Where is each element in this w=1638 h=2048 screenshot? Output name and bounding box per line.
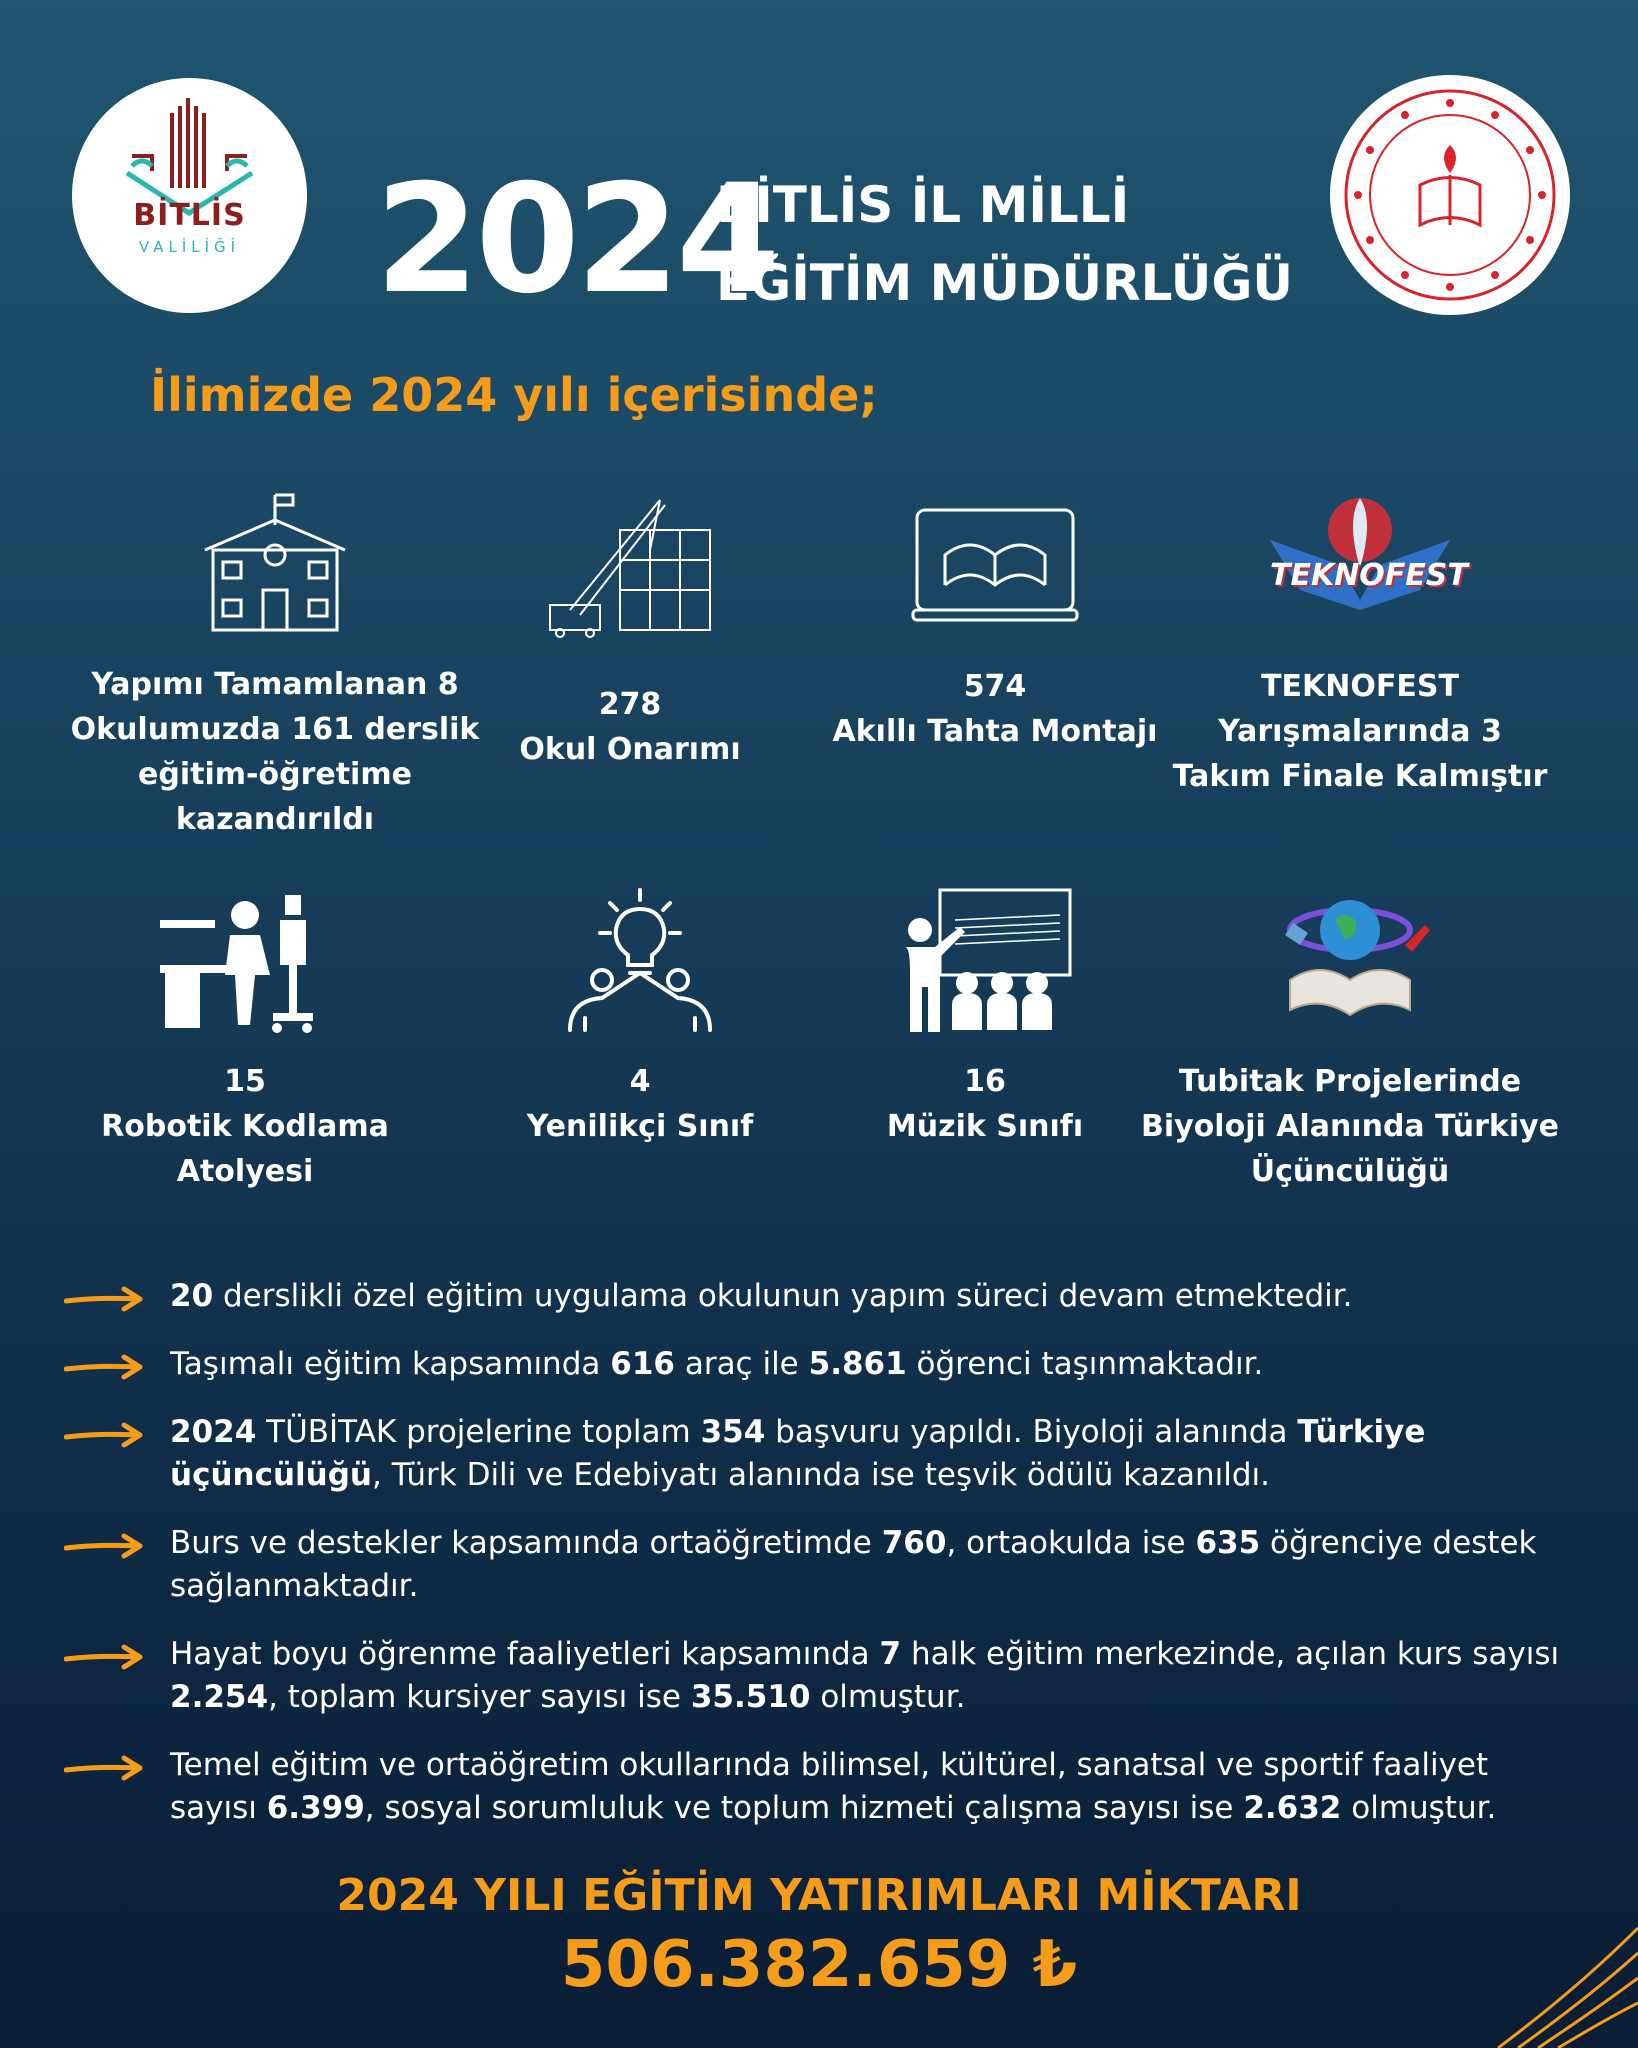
- arrow-right-icon: [64, 1421, 144, 1449]
- investment-amount: 506.382.659 ₺: [560, 1928, 1078, 2002]
- feature-label: 574 Akıllı Tahta Montajı: [832, 669, 1158, 749]
- school-building-icon: [185, 490, 365, 640]
- fact-text: Taşımalı eğitim kapsamında: [170, 1346, 611, 1382]
- teknofest-logo-text: TEKNOFEST: [1270, 558, 1468, 593]
- logo-name: BİTLİS: [133, 198, 246, 233]
- teknofest-logo-icon: [1270, 490, 1468, 640]
- fact-text: öğrenciye destek sağlanmaktadır.: [170, 1525, 1537, 1604]
- fact-highlight: 2.632: [1243, 1790, 1342, 1826]
- fact-highlight: 2024: [170, 1414, 257, 1450]
- fact-highlight: 5.861: [808, 1346, 907, 1382]
- fact-highlight: 35.510: [690, 1679, 811, 1715]
- feature-label: 4 Yenilikçi Sınıf: [526, 1064, 754, 1144]
- fact-highlight: 616: [610, 1346, 675, 1382]
- fact-item: [60, 1522, 1580, 1608]
- robotics-workshop-icon: [155, 885, 335, 1035]
- smart-board-book-icon: [905, 490, 1085, 640]
- fact-item: [60, 1343, 1580, 1386]
- fact-text: , sosyal sorumluluk ve toplum hizmeti çalışma sayısı ise: [364, 1790, 1244, 1826]
- fact-text: , ortaokulda ise: [946, 1525, 1196, 1561]
- feature-card: [35, 885, 455, 1194]
- bitlis-logo-mark: [72, 78, 307, 313]
- fact-text: TÜBİTAK projelerine toplam: [256, 1414, 701, 1450]
- science-book-globe-icon: [1260, 885, 1440, 1035]
- feature-label: TEKNOFEST Yarışmalarında 3 Takım Finale Kalmıştır: [1172, 669, 1548, 794]
- fact-text: öğrenci taşınmaktadır.: [906, 1346, 1264, 1382]
- feature-label: 15 Robotik Kodlama Atolyesi: [101, 1064, 389, 1189]
- arrow-right-icon: [64, 1285, 144, 1313]
- fact-text: halk eğitim merkezinde, açılan kurs sayısı: [901, 1636, 1560, 1672]
- fact-highlight: 354: [700, 1414, 766, 1450]
- construction-crane-icon: [540, 490, 720, 640]
- feature-label: Yapımı Tamamlanan 8 Okulumuzda 161 derslik eğitim-öğretime kazandırıldı: [70, 667, 480, 837]
- logo-subtitle: VALİLİĞİ: [138, 238, 241, 256]
- intro-heading: İlimizde 2024 yılı içerisinde;: [150, 368, 878, 422]
- facts-list: [60, 1275, 1580, 1855]
- feature-label: Tubitak Projelerinde Biyoloji Alanında Türkiye Üçüncülüğü: [1140, 1064, 1560, 1189]
- feature-card: [420, 490, 840, 772]
- arrow-right-icon: [64, 1353, 144, 1381]
- investment-title: 2024 YILI EĞİTİM YATIRIMLARI MİKTARI: [336, 1870, 1302, 1921]
- meb-seal-icon: [1330, 75, 1570, 315]
- meb-seal-logo: [1330, 75, 1570, 315]
- feature-card: [775, 885, 1195, 1149]
- header-title-line1: BİTLİS İL MİLLİ: [716, 176, 1130, 234]
- arrow-right-icon: [64, 1532, 144, 1560]
- fact-text: Burs ve destekler kapsamında ortaöğretimde: [170, 1525, 882, 1561]
- feature-card: [1150, 490, 1570, 799]
- header-title-line2: EĞİTİM MÜDÜRLÜĞÜ: [716, 254, 1293, 312]
- fact-highlight: 20: [170, 1278, 214, 1314]
- feature-card: [1140, 885, 1560, 1194]
- fact-item: [60, 1633, 1580, 1719]
- fact-highlight: 7: [879, 1636, 902, 1672]
- fact-text: Temel eğitim ve ortaöğretim okullarında bilimsel, kültürel, sanatsal ve sportif faaliyet sayısı: [170, 1747, 1489, 1826]
- feature-label: 16 Müzik Sınıfı: [886, 1064, 1084, 1144]
- fact-text: , toplam kursiyer sayısı ise: [268, 1679, 691, 1715]
- header-year: 2024: [375, 153, 777, 327]
- fact-highlight: Türkiye üçüncülüğü: [170, 1414, 1426, 1493]
- fact-item: [60, 1275, 1580, 1318]
- fact-highlight: 2.254: [170, 1679, 269, 1715]
- fact-highlight: 635: [1195, 1525, 1261, 1561]
- fact-text: derslikli özel eğitim uygulama okulunun yapım süreci devam etmektedir.: [213, 1278, 1353, 1314]
- fact-text: araç ile: [674, 1346, 809, 1382]
- music-class-icon: [895, 885, 1075, 1035]
- fact-text: başvuru yapıldı. Biyoloji alanında: [765, 1414, 1298, 1450]
- feature-label: 278 Okul Onarımı: [519, 687, 741, 767]
- decorative-corner-lines: [1378, 1898, 1638, 2048]
- fact-highlight: 760: [881, 1525, 947, 1561]
- arrow-right-icon: [64, 1754, 144, 1782]
- fact-text: , Türk Dili ve Edebiyatı alanında ise teşvik ödülü kazanıldı.: [371, 1457, 1270, 1493]
- innovation-lightbulb-icon: [550, 885, 730, 1035]
- bitlis-valiligi-logo: [72, 78, 307, 313]
- fact-item: [60, 1411, 1580, 1497]
- fact-text: Hayat boyu öğrenme faaliyetleri kapsamında: [170, 1636, 880, 1672]
- arrow-right-icon: [64, 1643, 144, 1671]
- fact-item: [60, 1744, 1580, 1830]
- fact-highlight: 6.399: [266, 1790, 365, 1826]
- fact-text: olmuştur.: [1341, 1790, 1497, 1826]
- feature-card: [785, 490, 1205, 754]
- fact-text: olmuştur.: [810, 1679, 966, 1715]
